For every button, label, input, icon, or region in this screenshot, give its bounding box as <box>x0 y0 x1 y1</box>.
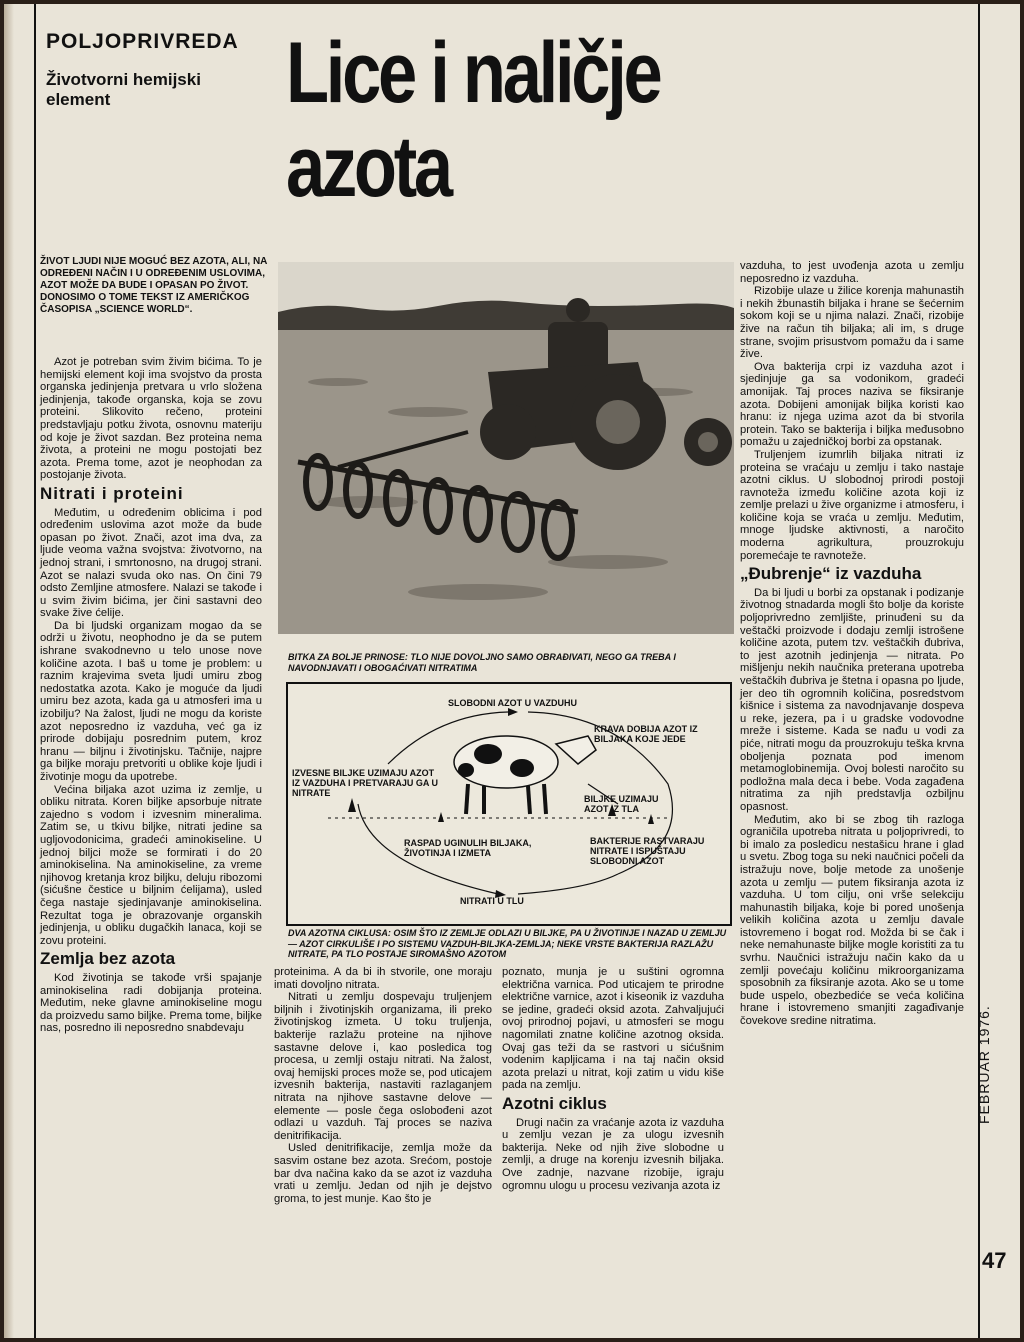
article-title <box>286 26 745 214</box>
paragraph: Usled denitrifikacije, zemlja može da sasvim ostane bez azota. Srećom, postoje bar dva načina kako da se azot iz vazduha vrati u zemlju. Jedan od njih je dejstvo groma, to jest munje. Kao što je <box>274 1142 492 1205</box>
label-plants-air: IZVESNE BILJKE UZIMAJU AZOT IZ VAZDUHA I PRETVARAJU GA U NITRATE <box>292 768 439 798</box>
paragraph: Da bi ljudski organizam mogao da se održi u životu, neophodno je da se putem ishrane svakodnevno u telo unose nove količine azota. I baš u tome je problem: u raznim krajevima sveta ljudi umiru zbog nedostatka azota. Kako je moguće da ljudi umiru bez azota, kada ga u atmosferi ima u izobilju? Na žalost, ljudi ne mogu da koriste azot neposredno iz vazduha, već ga iz prirode dobijaju posrednim putem, kroz hranu — biljnu i životinjsku. Tačnije, najpre ga biljke moraju pretvoriti u oblike koje ljudi i životinje mogu da upotrebe. <box>40 619 262 783</box>
column-4 <box>740 260 964 1028</box>
label-cow: KRAVA DOBIJA AZOT IZ BILJAKA KOJE JEDE <box>594 724 698 744</box>
label-bacteria: BAKTERIJE RASTVARAJU NITRATE I ISPUŠTAJU SLOBODNI AZOT <box>590 836 705 866</box>
label-free-nitrogen: SLOBODNI AZOT U VAZDUHU <box>448 698 577 708</box>
section-label: POLJOPRIVREDA <box>46 30 239 53</box>
heading-ciklus: Azotni ciklus <box>502 1093 607 1113</box>
paragraph: Nitrati u zemlju dospevaju truljenjem biljnih i životinjskih organizama, ili preko životinjskog izmeta. U toku truljenja, bakterije razlažu proteine na njihove sastavne delove i, kao posledica tog procesa, u zemlji ostaju nitrati. Na žalost, ovaj hemijski proces može se, pod uticajem izvesnih bakterija, nastaviti razlaganjem nitrata na njihove sastavne delove — elemente — posle čega oslobođeni azot odlazi u vazduh. Taj proces se naziva denitrifikacija. <box>274 991 492 1142</box>
heading-dubrenje: „Đubrenje“ iz vazduha <box>740 564 922 584</box>
tractor-illustration <box>278 262 734 634</box>
column-1 <box>40 356 262 1035</box>
issue-date: FEBRUAR 1976. <box>976 1005 992 1124</box>
article-subtitle: Životvorni hemijski element <box>46 70 201 109</box>
paragraph: vazduha, to jest uvođenja azota u zemlju neposredno iz vazduha. <box>740 260 964 285</box>
magazine-page <box>4 4 1020 1338</box>
paragraph: Većina biljaka azot uzima iz zemlje, u obliku nitrata. Koren biljke apsorbuje nitrate zajedno s vodom i izvesnim mineralima. Zatim se, u tkivu biljke, nitrati jedine sa ugljovodonicima, gradeći aminokiseline. U jednoj biljci može se formirati i do 20 aminokiselina. Na aminokiseline, za vreme njihovog kretanja kroz biljku, deluju ribozomi (sićušne čestice u biljnim ćelijama), usled čega nastaje sjedinjavanje aminokiselina. Rezultat toga je obrazovanje organskih jedinjenja, u obliku dugačkih lanaca, koji se zovu proteini. <box>40 783 262 947</box>
heading-zemlja: Zemlja bez azota <box>40 949 176 969</box>
label-decay: RASPAD UGINULIH BILJAKA, ŽIVOTINJA I IZMETA <box>404 838 532 858</box>
paragraph: poznato, munja je u suštini ogromna električna varnica. Pod uticajem te prirodne električne varnice, azot i kiseonik iz vazduha se jedine, gradeći oksid azota. Zahvaljujući ovoj prirodnoj pojavi, u atmosferi se mogu nagomilati znatne količine azotnog oksida. Ovaj gas teži da se rastvori u sićušnim vodenim kapljicama i na taj način oksid azota prelazi u nitrat, koji zatim u vidu kiše pada na zemlju. <box>502 966 724 1092</box>
paragraph: Ova bakterija crpi iz vazduha azot i sjedinjuje ga sa vodonikom, gradeći amonijak. Taj proces naziva se fiksiranje azota. Dobijeni amonijak biljka koristi kao hranu: iz njega uzima azot da bi stvorila protein. Tako se bakterija i biljka međusobno pomažu u zajedničkoj borbi za opstanak. <box>740 360 964 449</box>
paragraph: Da bi ljudi u borbi za opstanak i podizanje životnog stnadarda mogli što bolje da koriste poljoprivredno zemljište, prinuđeni su da veštački proizvode i dodaju zemlji istrošene količine azota, putem tzv. veštačkih đubriva, to jest azotnih jedinjenja — nitrata. Po mišljenju nekih naučnika preterana upotreba veštačkih đubriva je štetna i opasna po ljude, jer deo tih ogromnih količina, posredstvom kišnice i sistema za navodnjavanje dospeva u reke, jezera, pa i u gradske vodovodne mreže i sisteme. Kada se nađu u vodi za piće, nitrati mogu da prouzrokuju teška krvna oboljenja poznata pod imenom metamoglobinemija. Ovoj bolesti naročito su podložna mala deca i bebe. Voda zagađena nitratima za njih predstavlja ozbiljnu opasnost. <box>740 586 964 813</box>
paragraph: Međutim, u određenim oblicima i pod određenim uslovima azot može da bude opasan po život. Znači, azot ima dva, za ljude veoma važna svojstva: životvorno, na jednoj strani, i smrtonosno, na drugoj strani. Azot se nalazi svuda oko nas. On čini 79 odsto Zemljine atmosfere. Nalazi se takođe i u svim živim bićima, jer čini sastavni deo svake žive ćelije. <box>40 506 262 620</box>
paragraph: Azot je potreban svim živim bićima. To je hemijski element koji ima svojstvo da prosta organska jedinjenja pretvara u vrlo složena jedinjenja, takođe organska, koja se zovu proteini. Slikovito rečeno, proteini predstavljaju potku života, osnovnu materiju od koje je život sazdan. Bez proteina nema života, a proteini ne mogu postojati bez azota. Prema tome, azot je neophodan za postojanje života. <box>40 356 262 482</box>
cow-icon <box>454 736 596 814</box>
left-column-rule <box>34 4 36 1338</box>
paragraph: Truljenjem izumrlih biljaka nitrati iz proteina se vraćaju u zemlju i tako nastaje azotni ciklus. U slobodnoj prirodi postoji ravnoteža između količine azota koji iz zemlje prelazi u žive organizme i atmosferu, i količine koja se vraća u zemlju. Međutim, mnoge ljudske aktivnosti, a naročito moderna agrikultura, prouzrokuju poremećaje te ravnoteže. <box>740 448 964 562</box>
article-lead: ŽIVOT LJUDI NIJE MOGUĆ BEZ AZOTA, ALI, NA ODREĐENI NAČIN I U ODREĐENIM USLOVIMA, AZOT MOŽE DA BUDE I OPASAN PO ŽIVOT. DONOSIMO O TOME TEKST IZ AMERIČKOG ČASOPISA „SCIENCE WORLD“. <box>40 256 268 315</box>
paragraph: Drugi način za vraćanje azota iz vazduha u zemlju vezan je za ulogu izvesnih bakterija. Neke od njih žive slobodne u zemlji, a druge na korenju izvesnih biljaka. Ove zadnje, nazvane rizobije, igraju ogromnu ulogu u procesu vezivanja azota iz <box>502 1116 724 1192</box>
column-2 <box>274 966 492 1205</box>
tractor-photo <box>278 262 734 634</box>
photo-caption: BITKA ZA BOLJE PRINOSE: TLO NIJE DOVOLJNO SAMO OBRAĐIVATI, NEGO GA TREBA I NAVODNJAVATI I OBOGAĆIVATI NITRATIMA <box>288 652 676 673</box>
page-spine-shadow <box>4 4 14 1338</box>
article-title-line2: azota <box>286 119 450 215</box>
paragraph: Kod životinja se takođe vrši spajanje aminokiselina radi dobijanja proteina. Međutim, neke glavne aminokiseline mogu da proizvedu samo biljke. Prema tome, biljke nas, posredno ili neposredno snabdevaju <box>40 971 262 1035</box>
page-number: 47 <box>982 1248 1007 1273</box>
nitrogen-cycle-diagram <box>286 682 732 926</box>
column-3 <box>502 966 724 1192</box>
label-soil-nitrates: NITRATI U TLU <box>460 896 524 906</box>
label-plants-soil: BILJKE UZIMAJU AZOT IZ TLA <box>584 794 659 814</box>
heading-nitrati: Nitrati i proteini <box>40 483 184 503</box>
paragraph: proteinima. A da bi ih stvorile, one moraju imati dovoljno nitrata. <box>274 966 492 991</box>
diagram-caption: DVA AZOTNA CIKLUSA: OSIM ŠTO IZ ZEMLJE ODLAZI U BILJKE, PA U ŽIVOTINJE I NAZAD U ZEMLJU — AZOT CIRKULIŠE I PO SISTEMU VAZDUH-BILJKA-ZEMLJA; NEKE VRSTE BAKTERIJA RAZLAŽU NITRATE, PA TLO POSTAJE SIROMAŠNO AZOTOM <box>288 928 727 959</box>
paragraph: Rizobije ulaze u žilice korenja mahunastih i nekih žbunastih biljaka i hrane se šećernim sokom koji se u njima nalazi. Znači, rizobije žive na račun tih biljaka; ali im, s druge strane, svojim prisustvom pomažu da i same žive. <box>740 285 964 361</box>
article-title-line1: Lice i naličje <box>286 25 660 121</box>
right-column-rule <box>978 4 980 1338</box>
paragraph: Međutim, ako bi se zbog tih razloga ograničila upotreba nitrata u poljoprivredi, to bi imalo za posledicu nestašicu hrane i glad u svetu. Zbog toga su neki naučnici počeli da istražuju nove, bolje metode za unošenje azota u zemlju — putem fiksiranja azota iz vazduha. U tom cilju, oni vrše selekciju mahunastih biljaka, koje bi pored unošenja velikih količina azota u zemlju davale istovremeno i bogat rod. Možda bi se čak i neke nemahunaste biljke mogle koristiti za tu svrhu. Naučnici istražuju način kako da u zemlji povećaju količinu mikroorganizama sposobnih za fiksiranje azota. Ako se u tome bude uspelo, obezbediće se veća količina hrane i istovremeno smanjiti zagađivanje čovekove sredine nitratima. <box>740 813 964 1028</box>
